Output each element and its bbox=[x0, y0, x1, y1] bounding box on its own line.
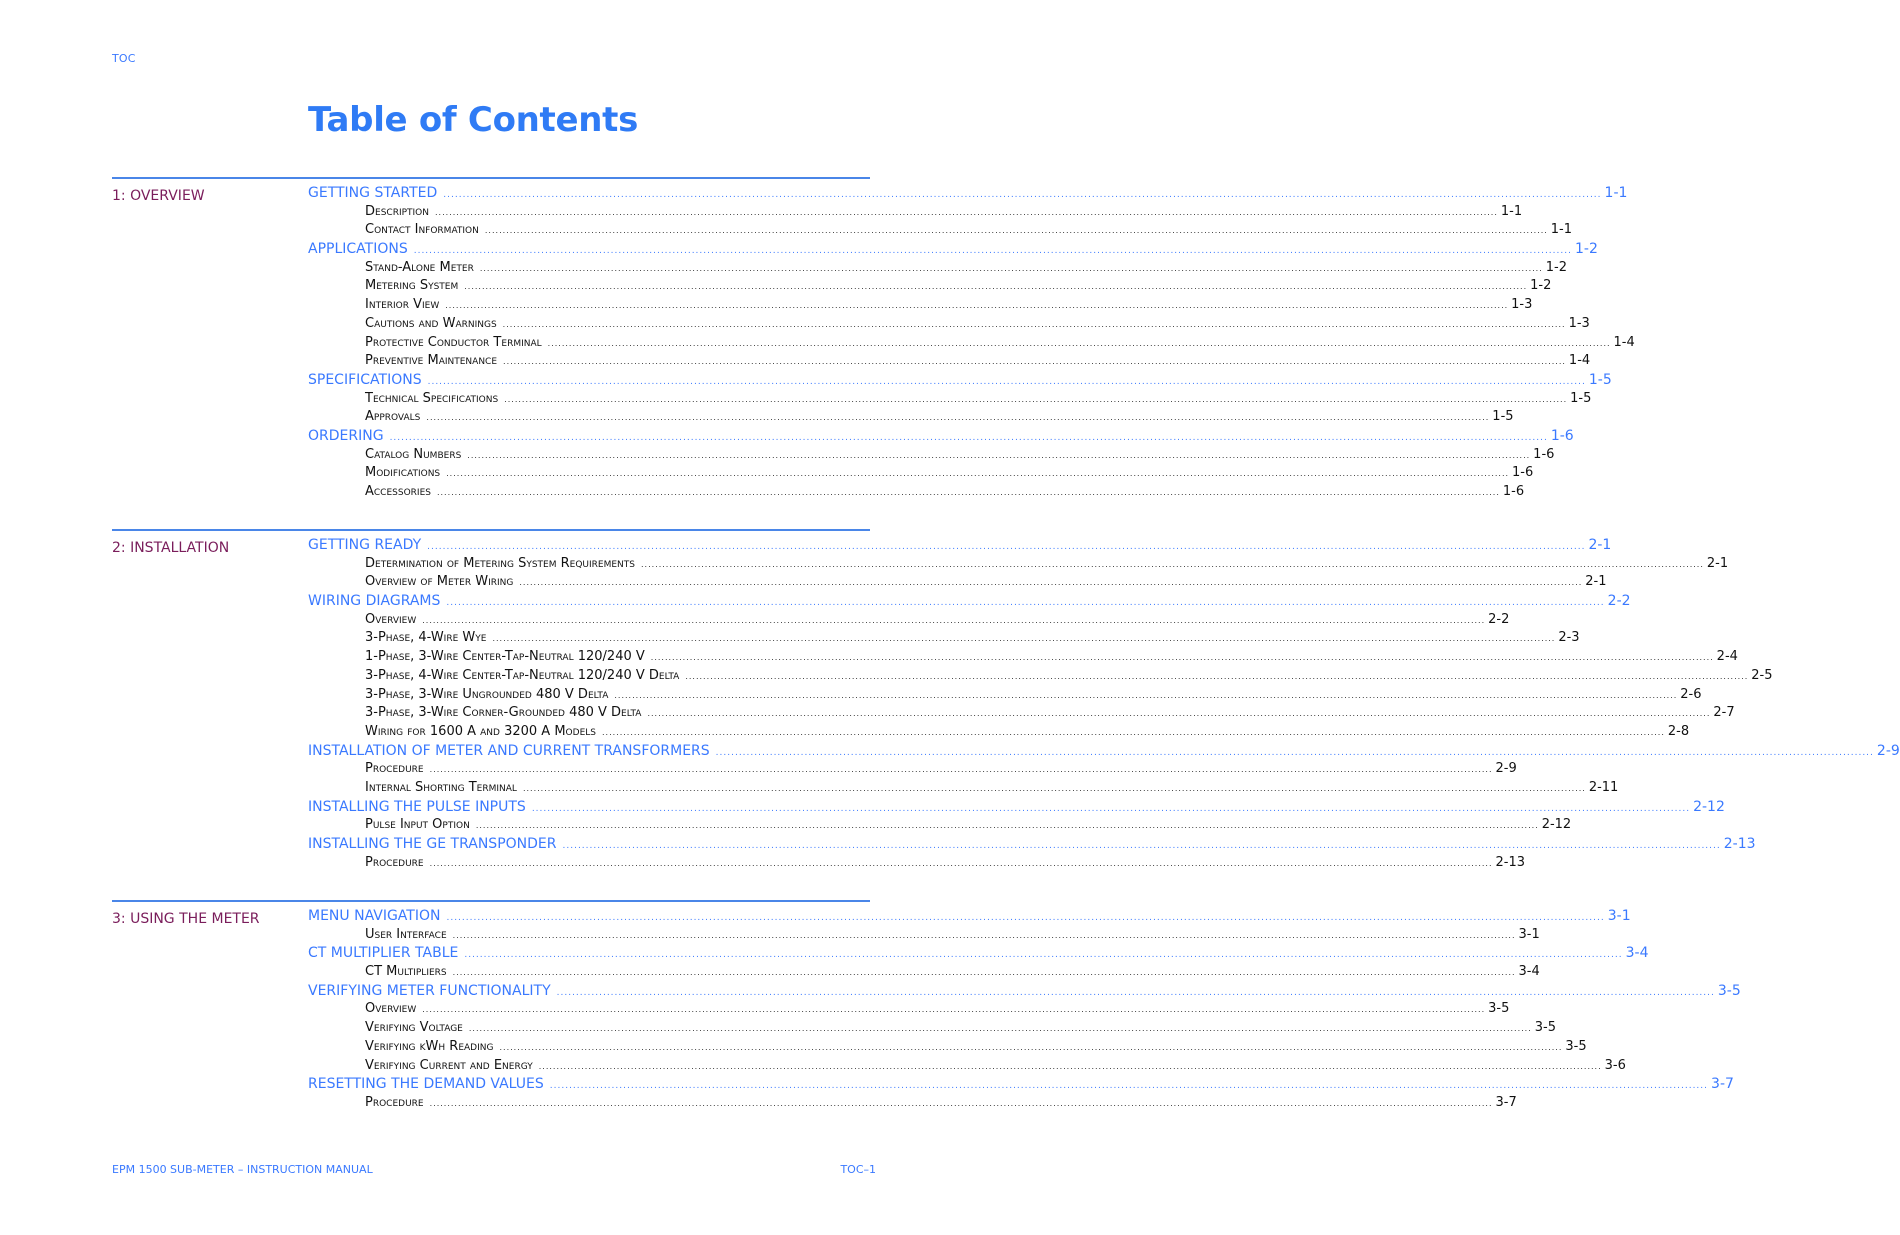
toc-entry-title: 3-Phase, 3-Wire Corner-Grounded 480 V Delta bbox=[365, 705, 642, 721]
toc-entry-title: User Interface bbox=[365, 926, 447, 942]
dot-leader: ............................................................................................................................................................................................................................................................................................................ bbox=[452, 968, 1516, 978]
toc-section-entry[interactable] bbox=[308, 1076, 1734, 1095]
toc-section-entry[interactable] bbox=[308, 742, 1900, 762]
dot-leader: ............................................................................................................................................................................................................................................................................................................ bbox=[427, 542, 1586, 552]
toc-entry-page: 2-11 bbox=[1588, 779, 1619, 795]
toc-entry-title: Overview bbox=[365, 611, 417, 627]
toc-entry-page: 2-9 bbox=[1495, 761, 1517, 777]
toc-subsection-entry[interactable] bbox=[308, 667, 1773, 687]
footer-page-number: TOC–1 bbox=[840, 1163, 876, 1176]
header-tag: TOC bbox=[112, 52, 136, 65]
toc-entry-page: 1-1 bbox=[1550, 222, 1573, 238]
toc-subsection-entry[interactable] bbox=[308, 259, 1567, 279]
toc-entry-title: INSTALLING THE PULSE INPUTS bbox=[308, 798, 526, 815]
toc-entry-page: 1-3 bbox=[1511, 297, 1533, 313]
toc-entry-title: Catalog Numbers bbox=[365, 446, 462, 462]
footer-document-title: EPM 1500 SUB-METER – INSTRUCTION MANUAL bbox=[112, 1163, 373, 1176]
toc-entry-page: 2-5 bbox=[1751, 667, 1773, 683]
toc-subsection-entry[interactable] bbox=[308, 297, 1533, 316]
toc-subsection-entry[interactable] bbox=[308, 611, 1510, 631]
dot-leader: ............................................................................................................................................................................................................................................................................................................ bbox=[484, 226, 1548, 236]
toc-entry-title: Metering System bbox=[365, 278, 459, 294]
dot-leader: ............................................................................................................................................................................................................................................................................................................ bbox=[715, 747, 1874, 758]
toc-entry-page: 2-9 bbox=[1876, 742, 1900, 759]
toc-subsection-entry[interactable] bbox=[308, 446, 1555, 466]
chapter-label[interactable]: 1: OVERVIEW bbox=[112, 188, 205, 204]
toc-entry-page: 3-1 bbox=[1518, 926, 1540, 942]
toc-entry-page: 2-4 bbox=[1716, 649, 1738, 665]
toc-subsection-entry[interactable] bbox=[308, 574, 1607, 593]
toc-entry-title: VERIFYING METER FUNCTIONALITY bbox=[308, 982, 551, 999]
toc-section-entry[interactable] bbox=[308, 537, 1612, 556]
toc-entry-page: 1-5 bbox=[1492, 409, 1514, 425]
toc-entry-title: Technical Specifications bbox=[365, 390, 499, 406]
toc-entry-page: 1-5 bbox=[1570, 390, 1592, 406]
toc-entry-title: Accessories bbox=[365, 484, 431, 499]
toc-entry-page: 1-6 bbox=[1550, 427, 1574, 444]
toc-entry-title: Procedure bbox=[365, 854, 424, 870]
dot-leader: ............................................................................................................................................................................................................................................................................................................ bbox=[562, 841, 1721, 851]
dot-leader: ............................................................................................................................................................................................................................................................................................................ bbox=[475, 821, 1539, 831]
dot-leader: ............................................................................................................................................................................................................................................................................................................ bbox=[650, 653, 1714, 663]
dot-leader: ............................................................................................................................................................................................................................................................................................................ bbox=[492, 634, 1556, 644]
dot-leader: ............................................................................................................................................................................................................................................................................................................ bbox=[464, 282, 1528, 292]
dot-leader: ............................................................................................................................................................................................................................................................................................................ bbox=[467, 450, 1531, 460]
toc-entry-page: 2-1 bbox=[1588, 537, 1612, 553]
dot-leader: ............................................................................................................................................................................................................................................................................................................ bbox=[443, 190, 1602, 200]
dot-leader: ............................................................................................................................................................................................................................................................................................................ bbox=[429, 1098, 1493, 1108]
chapter-label[interactable]: 3: USING THE METER bbox=[112, 911, 260, 927]
dot-leader: ............................................................................................................................................................................................................................................................................................................ bbox=[502, 319, 1566, 329]
dot-leader: ............................................................................................................................................................................................................................................................................................................ bbox=[499, 1042, 1563, 1052]
toc-subsection-entry[interactable] bbox=[308, 555, 1729, 575]
toc-subsection-entry[interactable] bbox=[308, 278, 1552, 297]
dot-leader: ............................................................................................................................................................................................................................................................................................................ bbox=[556, 987, 1715, 998]
toc-section-entry[interactable] bbox=[308, 593, 1631, 612]
toc-subsection-entry[interactable] bbox=[308, 203, 1523, 223]
toc-section-entry[interactable] bbox=[308, 371, 1612, 391]
toc-subsection-entry[interactable] bbox=[308, 409, 1514, 428]
toc-entry-page: 1-1 bbox=[1500, 203, 1523, 219]
toc-entry-title: Overview of Meter Wiring bbox=[365, 574, 514, 590]
toc-entry-title: Wiring for 1600 A and 3200 A Models bbox=[365, 723, 596, 739]
toc-entry-list bbox=[308, 908, 1741, 1114]
toc-entry-page: 2-13 bbox=[1723, 836, 1756, 852]
toc-entry-title: Procedure bbox=[365, 761, 424, 777]
toc-subsection-entry[interactable] bbox=[308, 649, 1738, 668]
toc-subsection-entry[interactable] bbox=[308, 926, 1540, 946]
dot-leader: ............................................................................................................................................................................................................................................................................................................ bbox=[422, 1005, 1486, 1015]
toc-entry-page: 2-1 bbox=[1706, 555, 1729, 571]
toc-entry-title: GETTING READY bbox=[308, 537, 422, 553]
toc-entry-title: Cautions and Warnings bbox=[365, 315, 497, 331]
dot-leader: ............................................................................................................................................................................................................................................................................................................ bbox=[531, 803, 1691, 814]
toc-entry-page: 2-13 bbox=[1495, 854, 1526, 870]
toc-entry-title: Verifying Current and Energy bbox=[365, 1057, 533, 1073]
toc-entry-page: 3-4 bbox=[1518, 964, 1540, 980]
toc-entry-page: 1-2 bbox=[1545, 259, 1567, 275]
dot-leader: ............................................................................................................................................................................................................................................................................................................ bbox=[429, 858, 1493, 868]
dot-leader: ............................................................................................................................................................................................................................................................................................................ bbox=[547, 338, 1611, 348]
dot-leader: ............................................................................................................................................................................................................................................................................................................ bbox=[446, 469, 1510, 479]
dot-leader: ............................................................................................................................................................................................................................................................................................................ bbox=[436, 488, 1500, 497]
toc-entry-title: Interior View bbox=[365, 297, 440, 313]
toc-entry-title: WIRING DIAGRAMS bbox=[308, 593, 441, 610]
dot-leader: ............................................................................................................................................................................................................................................................................................................ bbox=[504, 394, 1568, 404]
toc-entry-title: Stand-Alone Meter bbox=[365, 259, 474, 275]
toc-entry-page: 2-2 bbox=[1607, 593, 1631, 610]
dot-leader: ............................................................................................................................................................................................................................................................................................................ bbox=[614, 690, 1678, 700]
toc-section-entry[interactable] bbox=[308, 982, 1741, 1002]
toc-section-entry[interactable] bbox=[308, 427, 1574, 447]
toc-subsection-entry[interactable] bbox=[308, 315, 1590, 335]
toc-entry-page: 3-7 bbox=[1711, 1076, 1734, 1093]
dot-leader: ............................................................................................................................................................................................................................................................................................................ bbox=[479, 263, 1543, 273]
toc-entry-title: APPLICATIONS bbox=[308, 241, 408, 258]
toc-entry-title: Procedure bbox=[365, 1094, 424, 1110]
toc-entry-title: MENU NAVIGATION bbox=[308, 908, 441, 924]
toc-entry-page: 1-5 bbox=[1588, 371, 1612, 388]
toc-entry-title: Approvals bbox=[365, 409, 421, 425]
toc-entry-title: SPECIFICATIONS bbox=[308, 371, 422, 388]
toc-entry-title: Verifying Voltage bbox=[365, 1020, 463, 1036]
chapter-installation bbox=[112, 529, 1900, 870]
toc-entry-page: 1-3 bbox=[1568, 315, 1590, 331]
dot-leader: ............................................................................................................................................................................................................................................................................................................ bbox=[446, 598, 1605, 609]
toc-subsection-entry[interactable] bbox=[308, 465, 1534, 484]
toc-entry-title: Overview bbox=[365, 1001, 417, 1017]
toc-entry-title: Protective Conductor Terminal bbox=[365, 334, 542, 350]
toc-subsection-entry[interactable] bbox=[308, 1057, 1626, 1077]
toc-entry-title: CT Multipliers bbox=[365, 964, 447, 980]
toc-entry-title: Preventive Maintenance bbox=[365, 353, 498, 369]
toc-subsection-entry[interactable] bbox=[308, 705, 1735, 724]
dot-leader: ............................................................................................................................................................................................................................................................................................................ bbox=[435, 207, 1498, 217]
toc-entry-title: Verifying kWh Reading bbox=[365, 1038, 494, 1054]
toc-section-entry[interactable] bbox=[308, 798, 1725, 818]
dot-leader: ............................................................................................................................................................................................................................................................................................................ bbox=[464, 950, 1623, 961]
toc-entry-list bbox=[308, 185, 1635, 503]
toc-subsection-entry[interactable] bbox=[308, 1038, 1587, 1058]
toc-subsection-entry[interactable] bbox=[308, 334, 1635, 354]
toc-subsection-entry[interactable] bbox=[308, 964, 1540, 983]
toc-entry-title: 3-Phase, 4-Wire Center-Tap-Neutral 120/240 V Delta bbox=[365, 667, 680, 683]
toc-entry-title: INSTALLATION OF METER AND CURRENT TRANSFORMERS bbox=[308, 742, 710, 759]
dot-leader: ............................................................................................................................................................................................................................................................................................................ bbox=[427, 376, 1586, 387]
toc-entry-title: 3-Phase, 3-Wire Ungrounded 480 V Delta bbox=[365, 686, 609, 702]
toc-entry-title: GETTING STARTED bbox=[308, 185, 438, 201]
toc-subsection-entry[interactable] bbox=[308, 390, 1592, 410]
toc-entry-page: 2-3 bbox=[1558, 630, 1580, 646]
dot-leader: ............................................................................................................................................................................................................................................................................................................ bbox=[426, 413, 1490, 423]
toc-entry-page: 1-2 bbox=[1574, 241, 1598, 258]
toc-section-entry[interactable] bbox=[308, 185, 1628, 204]
toc-subsection-entry[interactable] bbox=[308, 1094, 1517, 1114]
dot-leader: ............................................................................................................................................................................................................................................................................................................ bbox=[538, 1061, 1602, 1071]
toc-entry-title: RESETTING THE DEMAND VALUES bbox=[308, 1076, 544, 1093]
dot-leader: ............................................................................................................................................................................................................................................................................................................ bbox=[445, 301, 1509, 311]
toc-entry-title: CT MULTIPLIER TABLE bbox=[308, 945, 459, 962]
toc-entry-page: 1-6 bbox=[1512, 465, 1534, 481]
dot-leader: ............................................................................................................................................................................................................................................................................................................ bbox=[641, 559, 1704, 569]
toc-entry-page: 3-5 bbox=[1488, 1001, 1510, 1017]
toc-subsection-entry[interactable] bbox=[308, 222, 1573, 241]
page-title: Table of Contents bbox=[308, 100, 639, 140]
dot-leader: ............................................................................................................................................................................................................................................................................................................ bbox=[429, 765, 1493, 775]
toc-entry-page: 3-6 bbox=[1604, 1057, 1626, 1073]
toc-entry-page: 3-1 bbox=[1607, 908, 1631, 924]
dot-leader: ............................................................................................................................................................................................................................................................................................................ bbox=[685, 671, 1749, 681]
toc-subsection-entry[interactable] bbox=[308, 630, 1580, 649]
toc-entry-title: ORDERING bbox=[308, 427, 384, 444]
chapter-overview bbox=[112, 177, 1635, 499]
toc-entry-page: 2-8 bbox=[1667, 723, 1690, 739]
toc-entry-title: INSTALLING THE GE TRANSPONDER bbox=[308, 836, 557, 852]
toc-entry-title: Modifications bbox=[365, 465, 441, 481]
dot-leader: ............................................................................................................................................................................................................................................................................................................ bbox=[519, 578, 1583, 588]
toc-subsection-entry[interactable] bbox=[308, 484, 1525, 503]
dot-leader: ............................................................................................................................................................................................................................................................................................................ bbox=[422, 615, 1486, 625]
toc-subsection-entry[interactable] bbox=[308, 779, 1619, 799]
toc-entry-title: Contact Information bbox=[365, 222, 479, 238]
toc-entry-page: 2-2 bbox=[1488, 611, 1510, 627]
toc-entry-page: 2-7 bbox=[1713, 705, 1735, 721]
toc-subsection-entry[interactable] bbox=[308, 1001, 1510, 1020]
toc-entry-page: 1-2 bbox=[1530, 278, 1552, 294]
toc-entry-title: 3-Phase, 4-Wire Wye bbox=[365, 630, 487, 646]
toc-entry-title: Pulse Input Option bbox=[365, 817, 470, 833]
toc-entry-page: 2-6 bbox=[1680, 686, 1702, 702]
toc-section-entry[interactable] bbox=[308, 836, 1756, 855]
chapter-using-the-meter bbox=[112, 900, 1741, 1110]
dot-leader: ............................................................................................................................................................................................................................................................................................................ bbox=[549, 1081, 1709, 1092]
dot-leader: ............................................................................................................................................................................................................................................................................................................ bbox=[601, 727, 1665, 737]
chapter-divider bbox=[112, 529, 870, 531]
toc-subsection-entry[interactable] bbox=[308, 817, 1572, 836]
toc-entry-page: 3-4 bbox=[1625, 945, 1649, 962]
dot-leader: ............................................................................................................................................................................................................................................................................................................ bbox=[647, 709, 1711, 719]
dot-leader: ............................................................................................................................................................................................................................................................................................................ bbox=[446, 913, 1605, 923]
toc-section-entry[interactable] bbox=[308, 241, 1598, 260]
toc-subsection-entry[interactable] bbox=[308, 1020, 1556, 1039]
toc-subsection-entry[interactable] bbox=[308, 353, 1591, 372]
chapter-label[interactable]: 2: INSTALLATION bbox=[112, 540, 230, 556]
toc-entry-page: 3-5 bbox=[1717, 982, 1741, 999]
toc-entry-page: 1-4 bbox=[1613, 334, 1635, 350]
dot-leader: ............................................................................................................................................................................................................................................................................................................ bbox=[468, 1024, 1532, 1034]
toc-entry-title: Description bbox=[365, 203, 429, 219]
toc-subsection-entry[interactable] bbox=[308, 723, 1690, 743]
toc-entry-page: 1-1 bbox=[1604, 185, 1628, 201]
toc-subsection-entry[interactable] bbox=[308, 686, 1702, 706]
dot-leader: ............................................................................................................................................................................................................................................................................................................ bbox=[452, 930, 1516, 940]
dot-leader: ............................................................................................................................................................................................................................................................................................................ bbox=[503, 357, 1566, 367]
toc-entry-page: 3-5 bbox=[1565, 1038, 1587, 1054]
dot-leader: ............................................................................................................................................................................................................................................................................................................ bbox=[522, 783, 1586, 793]
toc-entry-page: 1-6 bbox=[1502, 484, 1525, 499]
dot-leader: ............................................................................................................................................................................................................................................................................................................ bbox=[389, 432, 1548, 443]
toc-entry-title: Internal Shorting Terminal bbox=[365, 779, 517, 795]
toc-entry-page: 2-12 bbox=[1693, 798, 1725, 815]
toc-entry-page: 2-12 bbox=[1541, 817, 1572, 833]
toc-entry-page: 3-5 bbox=[1534, 1020, 1556, 1036]
chapter-divider bbox=[112, 900, 870, 902]
toc-entry-page: 1-4 bbox=[1568, 353, 1591, 369]
toc-entry-list bbox=[308, 537, 1900, 873]
chapter-divider bbox=[112, 177, 870, 179]
toc-subsection-entry[interactable] bbox=[308, 761, 1517, 780]
toc-section-entry[interactable] bbox=[308, 908, 1631, 927]
toc-entry-page: 1-6 bbox=[1533, 446, 1555, 462]
toc-entry-page: 3-7 bbox=[1495, 1094, 1517, 1110]
toc-entry-title: 1-Phase, 3-Wire Center-Tap-Neutral 120/240 V bbox=[365, 649, 645, 665]
toc-section-entry[interactable] bbox=[308, 945, 1649, 964]
toc-subsection-entry[interactable] bbox=[308, 854, 1526, 874]
dot-leader: ............................................................................................................................................................................................................................................................................................................ bbox=[413, 246, 1572, 257]
toc-entry-page: 2-1 bbox=[1585, 574, 1607, 590]
toc-entry-title: Determination of Metering System Requirements bbox=[365, 555, 635, 571]
